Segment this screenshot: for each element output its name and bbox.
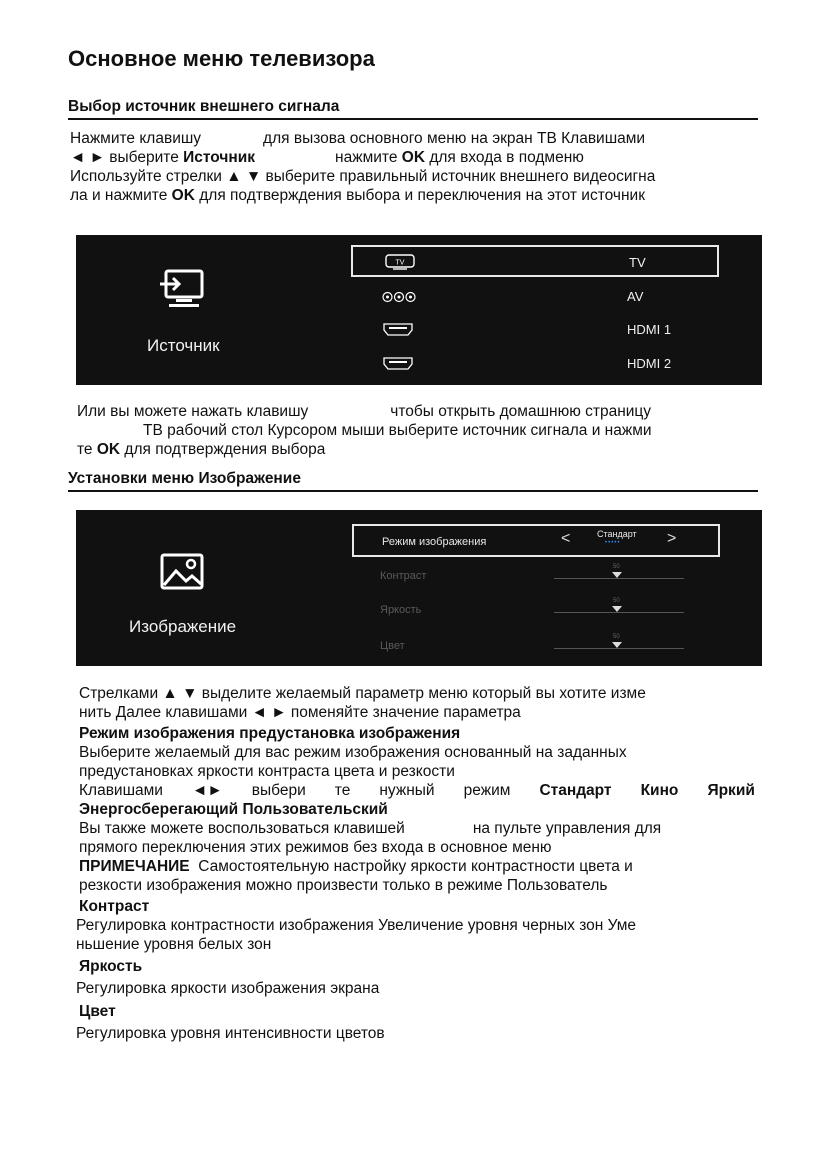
source-item-label: TV <box>629 255 646 270</box>
word: ◄► <box>192 782 223 799</box>
line: нить Далее клавишами ◄ ► поменяйте значение параметра <box>79 704 521 721</box>
text: Выберите желаемый для вас режим изображения основанный на заданных <box>79 744 627 761</box>
text: Нажмите клавишу <box>70 130 202 147</box>
keyword-ok: OK <box>401 149 426 166</box>
slider-knob-icon[interactable] <box>612 572 622 578</box>
line: ТВ рабочий стол Курсором мыши выберите источник сигнала и нажми <box>143 422 652 439</box>
paragraph-source <box>70 129 755 205</box>
line: Регулировка яркости изображения экрана <box>76 980 380 997</box>
subheading: Яркость <box>79 958 143 975</box>
picture-image-icon <box>158 552 206 597</box>
source-item-av[interactable] <box>351 282 719 312</box>
brightness-row[interactable] <box>352 596 720 626</box>
mode-standard: Стандарт <box>539 782 612 799</box>
line: Регулировка контрастности изображения Увеличение уровня черных зон Уме <box>76 917 637 934</box>
source-menu-panel <box>76 235 762 385</box>
picture-mode-value: Стандарт <box>597 529 637 539</box>
mode-page-dots: ••••• <box>605 540 621 546</box>
line <box>77 440 652 459</box>
line: Регулировка уровня интенсивности цветов <box>76 1025 385 1042</box>
word: Клавишами <box>79 782 163 799</box>
slider-value: 50 <box>613 634 620 640</box>
line <box>79 819 755 838</box>
slider-value: 50 <box>613 564 620 570</box>
setting-label: Контраст <box>380 570 427 582</box>
note-label: ПРИМЕЧАНИЕ <box>79 858 190 875</box>
text: чтобы открыть домашнюю страницу <box>390 403 652 420</box>
section-heading-source: Выбор источник внешнего сигнала <box>68 98 758 120</box>
setting-label: Яркость <box>380 604 422 616</box>
menu-label-source: Источник <box>147 336 220 355</box>
word: те <box>334 782 351 799</box>
line: предустановках яркости контраста цвета и резкости <box>79 763 455 780</box>
slider-value: 50 <box>613 598 620 604</box>
text: те <box>77 441 93 458</box>
color-row[interactable] <box>352 632 720 662</box>
text: для входа в подменю <box>429 149 584 166</box>
paragraph-picture <box>76 684 755 1043</box>
picture-mode-label: Режим изображения <box>382 536 487 548</box>
chevron-left-icon[interactable]: < <box>561 530 571 547</box>
text: Или вы можете нажать клавишу <box>77 403 309 420</box>
subheading: Режим изображения предустановка изображения <box>79 725 461 742</box>
source-input-icon <box>159 268 207 313</box>
section-heading-picture: Установки меню Изображение <box>68 470 758 492</box>
text: Самостоятельную настройку яркости контрастности цвета и <box>198 858 633 875</box>
word: режим <box>463 782 511 799</box>
line: Используйте стрелки ▲ ▼ выберите правильный источник внешнего видеосигна <box>70 168 656 185</box>
text: для подтверждения выбора и переключения на этот источник <box>199 187 645 204</box>
keyword-source: Источник <box>183 149 256 166</box>
line <box>70 129 755 148</box>
contrast-slider[interactable] <box>554 564 684 579</box>
source-item-tv[interactable] <box>351 245 719 277</box>
source-item-label: HDMI 2 <box>627 356 672 371</box>
word: выбери <box>251 782 306 799</box>
text: ◄ ► выберите <box>70 149 179 166</box>
chevron-right-icon[interactable]: > <box>667 530 677 547</box>
source-item-label: HDMI 1 <box>627 322 672 337</box>
text: для вызова основного меню на экран ТВ Клавишами <box>263 130 646 147</box>
slider-knob-icon[interactable] <box>612 606 622 612</box>
keyword-ok: OK <box>96 441 121 458</box>
line <box>70 148 755 167</box>
brightness-slider[interactable] <box>554 598 684 613</box>
page-title: Основное меню телевизора <box>68 46 375 71</box>
picture-mode-row[interactable] <box>352 524 720 557</box>
text: ла и нажмите <box>70 187 168 204</box>
text: нажмите <box>335 149 398 166</box>
menu-label-picture: Изображение <box>129 617 237 636</box>
keyword-ok: OK <box>171 187 195 204</box>
line <box>79 857 755 876</box>
line: ньшение уровня белых зон <box>76 936 272 953</box>
word: нужный <box>379 782 435 799</box>
source-item-hdmi1[interactable] <box>351 315 719 345</box>
slider-knob-icon[interactable] <box>612 642 622 648</box>
color-slider[interactable] <box>554 634 684 649</box>
picture-menu-panel <box>76 510 762 666</box>
tv-icon-label: TV <box>395 259 405 267</box>
mode-cinema: Кино <box>640 782 679 799</box>
av-connectors-icon <box>382 290 416 308</box>
hdmi-icon <box>383 323 413 341</box>
setting-label: Цвет <box>380 640 405 652</box>
source-item-label: AV <box>627 289 644 304</box>
subheading: Контраст <box>79 898 150 915</box>
text: Вы также можете воспользоваться клавишей <box>79 820 405 837</box>
source-item-hdmi2[interactable] <box>351 349 719 379</box>
text: на пульте управления для <box>472 820 662 837</box>
line: Стрелками ▲ ▼ выделите желаемый параметр меню который вы хотите изме <box>79 685 646 702</box>
subheading: Цвет <box>79 1003 116 1020</box>
text: для подтверждения выбора <box>124 441 326 458</box>
line: Энергосберегающий Пользовательский <box>79 801 388 818</box>
line <box>70 186 755 205</box>
line <box>79 781 755 800</box>
line: резкости изображения можно произвести только в режиме Пользователь <box>79 877 608 894</box>
line: прямого переключения этих режимов без входа в основное меню <box>79 839 552 856</box>
line <box>77 402 652 421</box>
hdmi-icon <box>383 357 413 375</box>
contrast-row[interactable] <box>352 562 720 592</box>
tv-icon <box>385 254 415 275</box>
paragraph-home <box>77 402 652 459</box>
mode-bright: Яркий <box>707 782 755 799</box>
line <box>79 743 755 762</box>
